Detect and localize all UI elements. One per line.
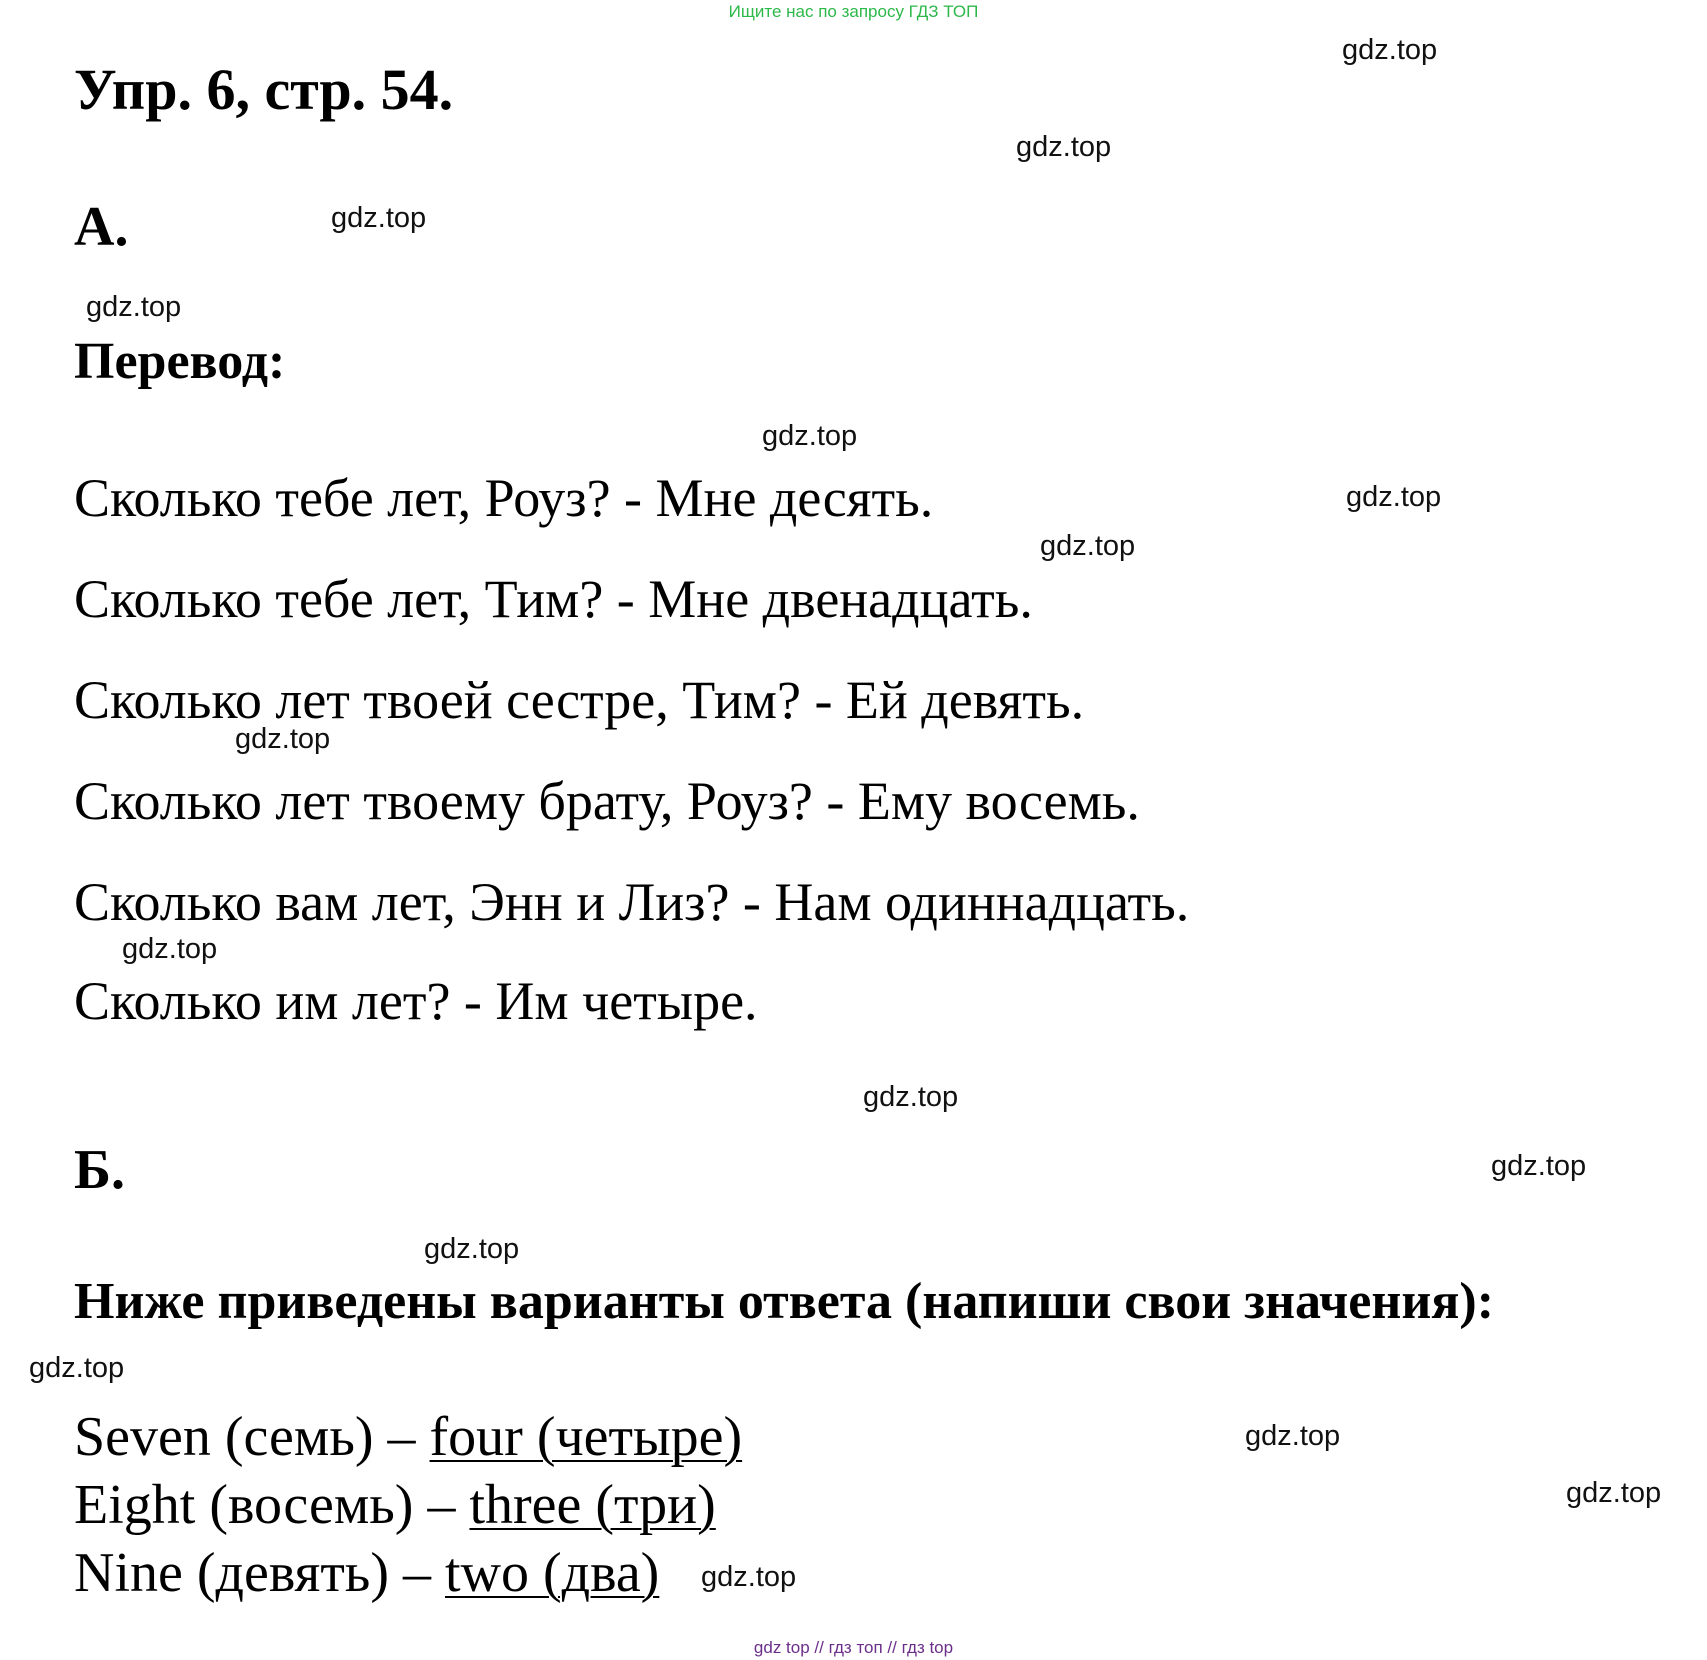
watermark: gdz.top [1245,1420,1341,1452]
section-b-heading: Ниже приведены варианты ответа (напиши свои значения): [74,1273,1495,1330]
section-a-label: А. [74,196,129,258]
watermark: gdz.top [1566,1477,1662,1509]
section-b-label: Б. [74,1139,126,1201]
top-banner: Ищите нас по запросу ГДЗ ТОП [728,2,979,21]
answer-value: three (три) [469,1474,716,1536]
translation-line: Сколько тебе лет, Роуз? - Мне десять. [74,468,934,528]
answer-prompt: Nine (девять) – [74,1542,445,1604]
watermark: gdz.top [762,420,858,452]
watermark: gdz.top [235,723,331,755]
answer-prompt: Seven (семь) – [74,1406,430,1468]
watermark: gdz.top [1346,481,1442,513]
answer-value: four (четыре) [429,1406,743,1468]
watermark: gdz.top [122,933,218,965]
watermark: gdz.top [424,1233,520,1265]
answer-line [74,1405,742,1469]
footer: gdz top // гдз топ // гдз top [753,1638,954,1657]
translation-line: Сколько им лет? - Им четыре. [74,971,758,1031]
answer-line [74,1473,716,1537]
translation-line: Сколько лет твоему брату, Роуз? - Ему восемь. [74,771,1140,831]
translation-line: Сколько вам лет, Энн и Лиз? - Нам одиннадцать. [74,872,1190,932]
watermark: gdz.top [1040,530,1136,562]
watermark: gdz.top [29,1352,125,1384]
watermark: gdz.top [1016,131,1112,163]
watermark: gdz.top [86,291,182,323]
section-a-heading: Перевод: [74,333,286,390]
answer-prompt: Eight (восемь) – [74,1474,470,1536]
answer-line [74,1541,659,1605]
watermark: gdz.top [863,1081,959,1113]
watermark: gdz.top [1491,1150,1587,1182]
watermark: gdz.top [701,1561,797,1593]
answer-value: two (два) [444,1542,660,1604]
page-title: Упр. 6, стр. 54. [74,57,454,122]
translation-line: Сколько тебе лет, Тим? - Мне двенадцать. [74,569,1033,629]
watermark: gdz.top [1342,34,1438,66]
watermark: gdz.top [331,202,427,234]
translation-line: Сколько лет твоей сестре, Тим? - Ей девять. [74,670,1085,730]
